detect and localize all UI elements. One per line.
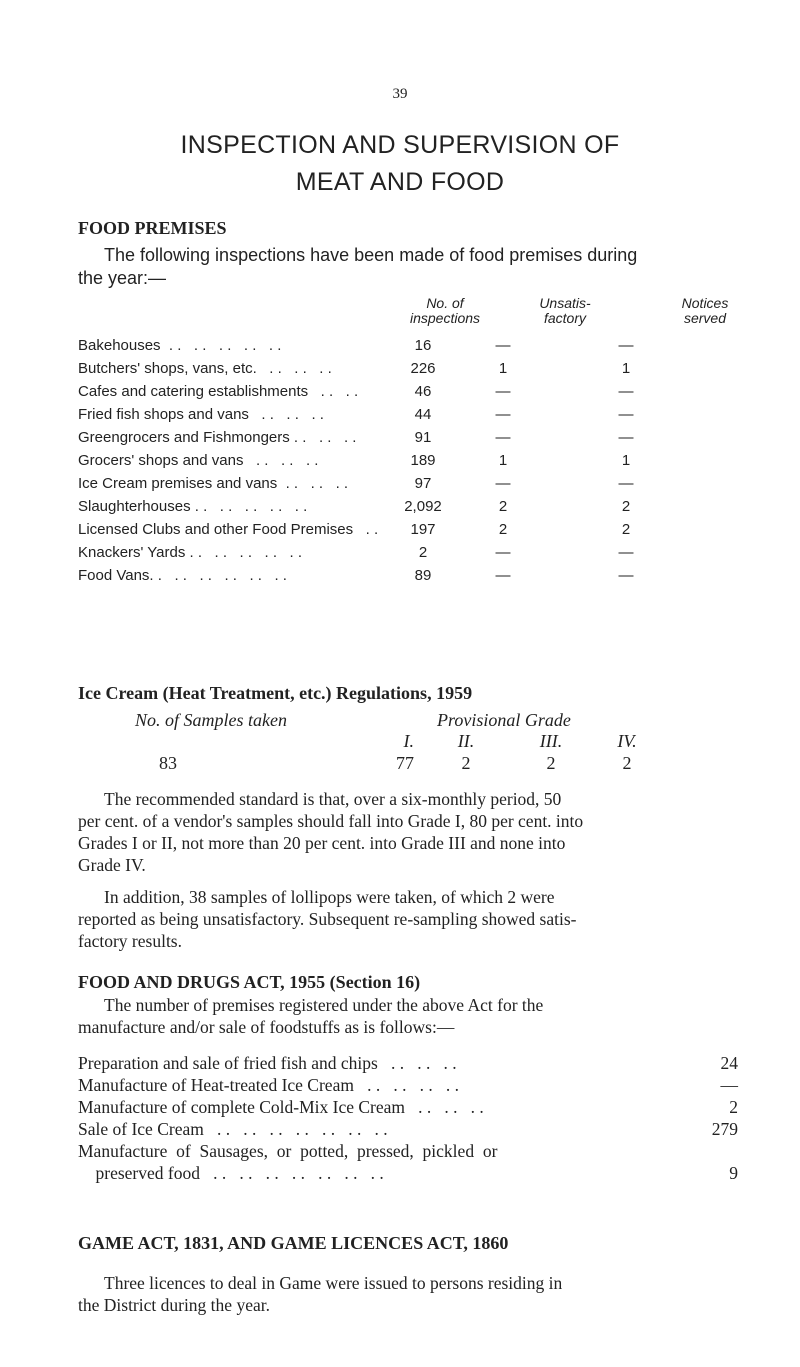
row-inspections: 46 bbox=[414, 383, 432, 400]
col-header-notices-line-2: served bbox=[683, 310, 727, 326]
list-item-value: 2 bbox=[729, 1097, 738, 1117]
list-item bbox=[78, 1074, 738, 1096]
row-label: Licensed Clubs and other Food Premises . . bbox=[78, 521, 379, 538]
list-item-label: preserved food . . . . . . . . . . . . . . bbox=[78, 1163, 384, 1183]
table-row bbox=[78, 541, 738, 564]
grade-1-label: I. bbox=[403, 731, 414, 751]
row-notices: — bbox=[618, 544, 634, 561]
col-header-unsatisfactory-line-1: Unsatis- bbox=[539, 295, 591, 311]
list-item bbox=[78, 1118, 738, 1140]
ice-cream-heading: Ice Cream (Heat Treatment, etc.) Regulations, 1959 bbox=[78, 683, 473, 703]
row-inspections: 89 bbox=[414, 567, 432, 584]
standard-para-line-4: Grade IV. bbox=[78, 855, 146, 875]
row-notices: — bbox=[618, 337, 634, 354]
row-label: Slaughterhouses . . . . . . . . . . bbox=[78, 498, 308, 515]
food-premises-heading: FOOD PREMISES bbox=[78, 218, 227, 238]
row-unsatisfactory: — bbox=[495, 567, 511, 584]
grade-4-label: IV. bbox=[617, 731, 637, 751]
row-label: Ice Cream premises and vans . . . . . . bbox=[78, 475, 349, 492]
row-label: Greengrocers and Fishmongers . . . . . . bbox=[78, 429, 357, 446]
list-item-value: — bbox=[720, 1075, 738, 1095]
row-inspections: 44 bbox=[414, 406, 432, 423]
table-row bbox=[78, 380, 738, 403]
row-notices: 1 bbox=[621, 452, 631, 469]
list-item-label: Manufacture of Sausages, or potted, pressed, pickled or bbox=[78, 1141, 498, 1161]
table-row bbox=[78, 449, 738, 472]
row-notices: — bbox=[618, 475, 634, 492]
list-item bbox=[78, 1096, 738, 1118]
table-row bbox=[78, 564, 738, 587]
row-notices: — bbox=[618, 383, 634, 400]
food-premises-intro-line-1: The following inspections have been made of food premises during bbox=[104, 245, 638, 265]
row-notices: — bbox=[618, 406, 634, 423]
list-item-value: 24 bbox=[720, 1053, 738, 1073]
row-unsatisfactory: — bbox=[495, 383, 511, 400]
lollipop-para-line-2: reported as being unsatisfactory. Subsequent re-sampling showed satis- bbox=[78, 909, 577, 929]
col-header-unsatisfactory bbox=[520, 296, 610, 326]
food-drugs-intro-line-2: manufacture and/or sale of foodstuffs as is follows:— bbox=[78, 1017, 455, 1037]
row-unsatisfactory: 1 bbox=[498, 452, 508, 469]
row-notices: — bbox=[618, 567, 634, 584]
row-inspections: 97 bbox=[414, 475, 432, 492]
row-inspections: 2 bbox=[418, 544, 428, 561]
list-item-value: 279 bbox=[711, 1119, 738, 1139]
row-unsatisfactory: — bbox=[495, 429, 511, 446]
lollipop-para-line-1: In addition, 38 samples of lollipops were taken, of which 2 were bbox=[104, 887, 555, 907]
row-label: Food Vans. . . . . . . . . . . . bbox=[78, 567, 287, 584]
row-inspections: 226 bbox=[410, 360, 436, 377]
table-row bbox=[78, 518, 738, 541]
table-row bbox=[78, 357, 738, 380]
row-unsatisfactory: 1 bbox=[498, 360, 508, 377]
page-title-line-2: MEAT AND FOOD bbox=[295, 168, 505, 196]
game-act-line-2: the District during the year. bbox=[78, 1295, 270, 1315]
row-notices: 1 bbox=[621, 360, 631, 377]
row-label: Cafes and catering establishments . . . . bbox=[78, 383, 359, 400]
row-notices: 2 bbox=[621, 521, 631, 538]
table-row bbox=[78, 426, 738, 449]
row-label: Fried fish shops and vans . . . . . . bbox=[78, 406, 324, 423]
provisional-grade-label: Provisional Grade bbox=[437, 710, 571, 730]
table-row bbox=[78, 334, 738, 357]
row-unsatisfactory: — bbox=[495, 544, 511, 561]
col-header-inspections-line-2: inspections bbox=[409, 310, 481, 326]
list-item-label: Sale of Ice Cream . . . . . . . . . . . . . . bbox=[78, 1119, 388, 1139]
table-row bbox=[78, 495, 738, 518]
row-inspections: 91 bbox=[414, 429, 432, 446]
food-premises-intro-line-2: the year:— bbox=[78, 268, 167, 288]
list-item bbox=[78, 1052, 738, 1074]
row-unsatisfactory: — bbox=[495, 475, 511, 492]
col-header-inspections bbox=[390, 296, 500, 326]
food-premises-table bbox=[78, 334, 738, 587]
grade-4-value: 2 bbox=[622, 753, 632, 773]
row-unsatisfactory: — bbox=[495, 406, 511, 423]
table-row bbox=[78, 472, 738, 495]
list-item-value: 9 bbox=[729, 1163, 738, 1183]
page-number: 39 bbox=[392, 86, 408, 102]
row-notices: — bbox=[618, 429, 634, 446]
grade-2-label: II. bbox=[457, 731, 475, 751]
row-label: Butchers' shops, vans, etc. . . . . . . bbox=[78, 360, 332, 377]
list-item-label: Manufacture of Heat-treated Ice Cream . . . . . . . . bbox=[78, 1075, 459, 1095]
grade-3-value: 2 bbox=[546, 753, 556, 773]
row-label: Grocers' shops and vans . . . . . . bbox=[78, 452, 319, 469]
food-drugs-heading: FOOD AND DRUGS ACT, 1955 (Section 16) bbox=[78, 972, 421, 992]
grade-2-value: 2 bbox=[461, 753, 471, 773]
row-notices: 2 bbox=[621, 498, 631, 515]
list-item bbox=[78, 1140, 738, 1162]
food-drugs-list bbox=[78, 1052, 738, 1184]
lollipop-para-line-3: factory results. bbox=[78, 931, 182, 951]
list-item-label: Manufacture of complete Cold-Mix Ice Cream . . . . . . bbox=[78, 1097, 484, 1117]
standard-para-line-3: Grades I or II, not more than 20 per cent. into Grade III and none into bbox=[78, 833, 566, 853]
grade-3-label: III. bbox=[539, 731, 563, 751]
col-header-notices-line-1: Notices bbox=[681, 295, 729, 311]
row-inspections: 16 bbox=[414, 337, 432, 354]
row-label: Knackers' Yards . . . . . . . . . . bbox=[78, 544, 303, 561]
grade-1-value: 77 bbox=[396, 753, 414, 773]
row-label: Bakehouses . . . . . . . . . . bbox=[78, 337, 282, 354]
samples-value: 83 bbox=[159, 753, 177, 773]
game-act-line-1: Three licences to deal in Game were issued to persons residing in bbox=[104, 1273, 563, 1293]
row-unsatisfactory: 2 bbox=[498, 521, 508, 538]
col-header-inspections-line-1: No. of bbox=[426, 295, 464, 311]
list-item bbox=[78, 1162, 738, 1184]
samples-label: No. of Samples taken bbox=[135, 710, 287, 730]
row-inspections: 2,092 bbox=[404, 498, 442, 515]
food-drugs-intro-line-1: The number of premises registered under the above Act for the bbox=[104, 995, 544, 1015]
row-inspections: 197 bbox=[410, 521, 436, 538]
col-header-unsatisfactory-line-2: factory bbox=[543, 310, 586, 326]
table-row bbox=[78, 403, 738, 426]
standard-para-line-1: The recommended standard is that, over a six-monthly period, 50 bbox=[104, 789, 562, 809]
row-inspections: 189 bbox=[410, 452, 436, 469]
list-item-label: Preparation and sale of fried fish and chips . . . . . . bbox=[78, 1053, 457, 1073]
page-title-line-1: INSPECTION AND SUPERVISION OF bbox=[180, 131, 620, 159]
game-act-heading: GAME ACT, 1831, AND GAME LICENCES ACT, 1860 bbox=[78, 1233, 509, 1253]
row-unsatisfactory: 2 bbox=[498, 498, 508, 515]
col-header-notices bbox=[660, 296, 750, 326]
standard-para-line-2: per cent. of a vendor's samples should fall into Grade I, 80 per cent. into bbox=[78, 811, 584, 831]
row-unsatisfactory: — bbox=[495, 337, 511, 354]
